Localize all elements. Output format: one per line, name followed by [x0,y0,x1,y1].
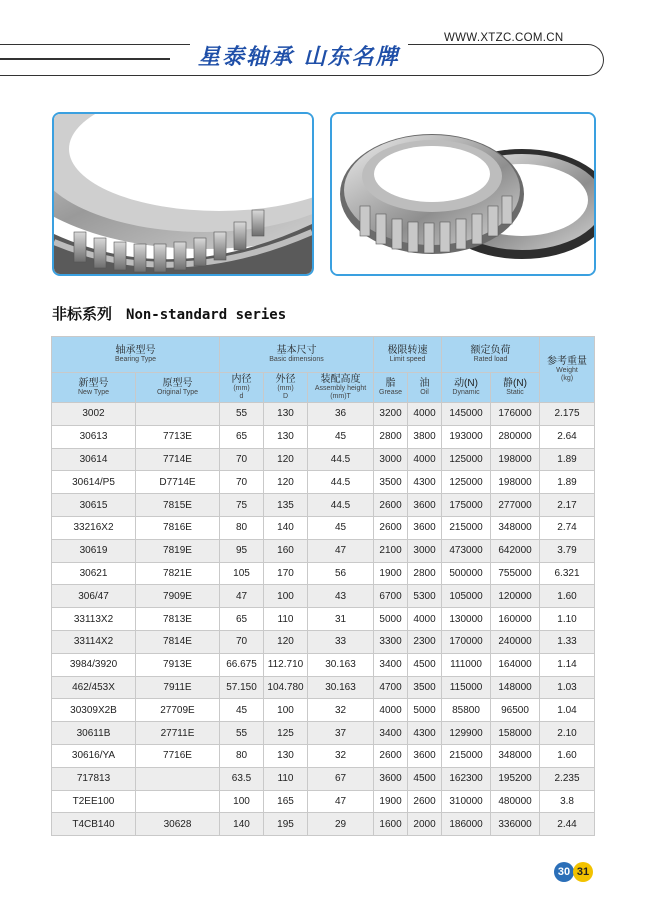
cell-dynamic-load: 310000 [442,790,491,813]
cell-static-load: 160000 [491,608,540,631]
cell-assembly-height: 67 [308,767,374,790]
cell-inner-diameter: 75 [220,494,264,517]
cell-inner-diameter: 45 [220,699,264,722]
cell-oil-speed: 3000 [408,539,442,562]
cell-new-type: 33216X2 [52,516,136,539]
cell-original-type: 7816E [136,516,220,539]
cell-grease-speed: 1600 [374,813,408,836]
cell-dynamic-load: 105000 [442,585,491,608]
cell-new-type: 30616/YA [52,744,136,767]
cell-grease-speed: 3200 [374,403,408,426]
cell-dynamic-load: 145000 [442,403,491,426]
cell-weight: 2.44 [540,813,595,836]
cell-outer-diameter: 110 [264,608,308,631]
cell-new-type: 717813 [52,767,136,790]
section-title-en: Non-standard series [126,307,287,323]
cell-dynamic-load: 170000 [442,630,491,653]
cell-assembly-height: 45 [308,425,374,448]
header-new-type: 新型号 New Type [52,373,136,403]
cell-assembly-height: 37 [308,722,374,745]
cell-static-load: 755000 [491,562,540,585]
page-number-left: 30 [554,862,574,882]
page-number-right: 31 [573,862,593,882]
cell-oil-speed: 4000 [408,448,442,471]
cell-dynamic-load: 125000 [442,471,491,494]
cell-oil-speed: 2600 [408,790,442,813]
cell-original-type: 27709E [136,699,220,722]
cell-new-type: 30611B [52,722,136,745]
section-title [52,303,286,324]
cell-dynamic-load: 115000 [442,676,491,699]
cell-inner-diameter: 63.5 [220,767,264,790]
cell-weight: 1.10 [540,608,595,631]
table-row [52,653,595,676]
cell-assembly-height: 45 [308,516,374,539]
bearing-photo-left [52,112,314,276]
bearing-photo-right [330,112,596,276]
cell-new-type: 30621 [52,562,136,585]
cell-outer-diameter: 104.780 [264,676,308,699]
cell-outer-diameter: 112.710 [264,653,308,676]
cell-oil-speed: 5000 [408,699,442,722]
bearing-spec-table [51,336,595,836]
header-inner-diameter: 内径 (mm) d [220,373,264,403]
cell-weight: 1.89 [540,471,595,494]
table-row [52,813,595,836]
cell-original-type [136,790,220,813]
cell-weight: 3.79 [540,539,595,562]
cell-weight: 2.10 [540,722,595,745]
cell-static-load: 198000 [491,471,540,494]
table-row [52,767,595,790]
cell-grease-speed: 2100 [374,539,408,562]
cell-static-load: 277000 [491,494,540,517]
cell-assembly-height: 29 [308,813,374,836]
cell-outer-diameter: 165 [264,790,308,813]
cell-dynamic-load: 215000 [442,516,491,539]
cell-outer-diameter: 110 [264,767,308,790]
cell-original-type: 7714E [136,448,220,471]
cell-assembly-height: 43 [308,585,374,608]
table-row [52,630,595,653]
cell-grease-speed: 3400 [374,722,408,745]
cell-inner-diameter: 80 [220,744,264,767]
cell-weight: 1.14 [540,653,595,676]
cell-oil-speed: 4000 [408,608,442,631]
cell-assembly-height: 47 [308,539,374,562]
cell-oil-speed: 4300 [408,722,442,745]
cell-inner-diameter: 65 [220,608,264,631]
cell-original-type: 27711E [136,722,220,745]
cell-static-load: 642000 [491,539,540,562]
cell-weight: 2.235 [540,767,595,790]
header-basic-dimensions: 基本尺寸 Basic dimensions [220,337,374,373]
cell-grease-speed: 3400 [374,653,408,676]
cell-new-type: 3984/3920 [52,653,136,676]
cell-inner-diameter: 65 [220,425,264,448]
cell-original-type: 7913E [136,653,220,676]
cell-new-type: 33114X2 [52,630,136,653]
cell-oil-speed: 5300 [408,585,442,608]
cell-assembly-height: 47 [308,790,374,813]
header-grease: 脂 Grease [374,373,408,403]
cell-weight: 1.03 [540,676,595,699]
cell-grease-speed: 1900 [374,562,408,585]
cell-oil-speed: 3600 [408,744,442,767]
cell-grease-speed: 6700 [374,585,408,608]
cell-weight: 1.89 [540,448,595,471]
cell-assembly-height: 30.163 [308,676,374,699]
table-row [52,676,595,699]
cell-original-type: 7911E [136,676,220,699]
cell-oil-speed: 3600 [408,494,442,517]
cell-oil-speed: 2800 [408,562,442,585]
cell-outer-diameter: 140 [264,516,308,539]
cell-static-load: 348000 [491,516,540,539]
cell-dynamic-load: 129900 [442,722,491,745]
cell-grease-speed: 3500 [374,471,408,494]
cell-dynamic-load: 500000 [442,562,491,585]
cell-dynamic-load: 186000 [442,813,491,836]
cell-assembly-height: 32 [308,744,374,767]
cell-oil-speed: 2300 [408,630,442,653]
table-row [52,744,595,767]
cell-inner-diameter: 105 [220,562,264,585]
cell-original-type [136,767,220,790]
cell-original-type: 7713E [136,425,220,448]
cell-new-type: 30614/P5 [52,471,136,494]
cell-outer-diameter: 120 [264,471,308,494]
cell-weight: 1.60 [540,585,595,608]
cell-inner-diameter: 55 [220,722,264,745]
cell-dynamic-load: 125000 [442,448,491,471]
header-limit-speed: 极限转速 Limit speed [374,337,442,373]
cell-assembly-height: 30.163 [308,653,374,676]
cell-new-type: 30619 [52,539,136,562]
cell-inner-diameter: 70 [220,448,264,471]
header-left-rule [0,58,170,60]
cell-inner-diameter: 140 [220,813,264,836]
cell-inner-diameter: 55 [220,403,264,426]
cell-new-type: 462/453X [52,676,136,699]
cell-inner-diameter: 57.150 [220,676,264,699]
cell-oil-speed: 3500 [408,676,442,699]
cell-static-load: 280000 [491,425,540,448]
cell-outer-diameter: 135 [264,494,308,517]
cell-static-load: 348000 [491,744,540,767]
cell-assembly-height: 56 [308,562,374,585]
table-row [52,790,595,813]
cell-assembly-height: 33 [308,630,374,653]
table-row [52,494,595,517]
header-outer-diameter: 外径 (mm) D [264,373,308,403]
cell-oil-speed: 2000 [408,813,442,836]
brand-slogan: 星泰轴承 山东名牌 [190,40,408,71]
cell-inner-diameter: 95 [220,539,264,562]
cell-new-type: 306/47 [52,585,136,608]
header-static: 静(N) Static [491,373,540,403]
tapered-roller-bearing-image [332,114,594,274]
table-row [52,699,595,722]
header-assembly-height: 装配高度 Assembly height (mm)T [308,373,374,403]
cell-outer-diameter: 125 [264,722,308,745]
cell-static-load: 148000 [491,676,540,699]
cell-oil-speed: 3800 [408,425,442,448]
cell-outer-diameter: 100 [264,699,308,722]
cell-grease-speed: 2600 [374,516,408,539]
table-body [52,403,595,836]
cell-assembly-height: 31 [308,608,374,631]
cell-static-load: 198000 [491,448,540,471]
table-row [52,722,595,745]
website-url[interactable]: WWW.XTZC.COM.CN [440,32,567,44]
cell-original-type: 7716E [136,744,220,767]
cell-grease-speed: 3000 [374,448,408,471]
cell-new-type: T4CB140 [52,813,136,836]
cell-weight: 1.33 [540,630,595,653]
cell-inner-diameter: 70 [220,471,264,494]
cell-weight: 2.74 [540,516,595,539]
header-bearing-type: 轴承型号 Bearing Type [52,337,220,373]
cell-new-type: T2EE100 [52,790,136,813]
cell-weight: 6.321 [540,562,595,585]
cell-outer-diameter: 195 [264,813,308,836]
cell-dynamic-load: 473000 [442,539,491,562]
cell-weight: 2.17 [540,494,595,517]
cell-assembly-height: 36 [308,403,374,426]
table-row [52,562,595,585]
cell-dynamic-load: 215000 [442,744,491,767]
cell-original-type: 30628 [136,813,220,836]
header-rated-load: 额定负荷 Rated load [442,337,540,373]
cell-original-type: 7815E [136,494,220,517]
cell-static-load: 195200 [491,767,540,790]
cell-assembly-height: 44.5 [308,448,374,471]
cell-static-load: 480000 [491,790,540,813]
cell-weight: 3.8 [540,790,595,813]
cell-oil-speed: 4500 [408,653,442,676]
cell-original-type: 7909E [136,585,220,608]
cell-dynamic-load: 193000 [442,425,491,448]
cell-original-type: 7813E [136,608,220,631]
cell-dynamic-load: 130000 [442,608,491,631]
cell-original-type: 7819E [136,539,220,562]
cell-static-load: 96500 [491,699,540,722]
cell-new-type: 30614 [52,448,136,471]
cell-oil-speed: 4500 [408,767,442,790]
table-row [52,403,595,426]
cell-outer-diameter: 100 [264,585,308,608]
cell-static-load: 164000 [491,653,540,676]
cell-grease-speed: 5000 [374,608,408,631]
cell-inner-diameter: 70 [220,630,264,653]
cell-oil-speed: 3600 [408,516,442,539]
cell-grease-speed: 2600 [374,494,408,517]
cell-original-type [136,403,220,426]
table-row [52,471,595,494]
cell-outer-diameter: 130 [264,744,308,767]
cell-new-type: 30613 [52,425,136,448]
cell-static-load: 240000 [491,630,540,653]
cell-grease-speed: 2800 [374,425,408,448]
cell-new-type: 30615 [52,494,136,517]
table-row [52,448,595,471]
tapered-roller-bearing-image [54,114,312,274]
table-row [52,585,595,608]
cell-new-type: 30309X2B [52,699,136,722]
header-original-type: 原型号 Original Type [136,373,220,403]
cell-oil-speed: 4300 [408,471,442,494]
cell-weight: 2.175 [540,403,595,426]
cell-assembly-height: 32 [308,699,374,722]
cell-original-type: D7714E [136,471,220,494]
table-row [52,516,595,539]
cell-assembly-height: 44.5 [308,494,374,517]
cell-outer-diameter: 130 [264,403,308,426]
cell-dynamic-load: 162300 [442,767,491,790]
cell-oil-speed: 4000 [408,403,442,426]
cell-inner-diameter: 47 [220,585,264,608]
table-row [52,539,595,562]
cell-inner-diameter: 80 [220,516,264,539]
cell-outer-diameter: 130 [264,425,308,448]
cell-original-type: 7821E [136,562,220,585]
table-row [52,608,595,631]
cell-grease-speed: 3600 [374,767,408,790]
table-row [52,425,595,448]
cell-original-type: 7814E [136,630,220,653]
cell-static-load: 158000 [491,722,540,745]
cell-grease-speed: 1900 [374,790,408,813]
cell-dynamic-load: 111000 [442,653,491,676]
cell-inner-diameter: 100 [220,790,264,813]
header-dynamic: 动(N) Dynamic [442,373,491,403]
cell-grease-speed: 3300 [374,630,408,653]
cell-new-type: 33113X2 [52,608,136,631]
cell-grease-speed: 2600 [374,744,408,767]
header-oil: 油 Oil [408,373,442,403]
cell-dynamic-load: 175000 [442,494,491,517]
cell-assembly-height: 44.5 [308,471,374,494]
cell-static-load: 120000 [491,585,540,608]
cell-weight: 1.04 [540,699,595,722]
section-title-cn: 非标系列 [52,306,113,323]
header-weight: 参考重量 Weight (kg) [540,337,595,403]
cell-outer-diameter: 120 [264,448,308,471]
cell-static-load: 176000 [491,403,540,426]
cell-weight: 2.64 [540,425,595,448]
cell-grease-speed: 4700 [374,676,408,699]
cell-inner-diameter: 66.675 [220,653,264,676]
cell-static-load: 336000 [491,813,540,836]
cell-outer-diameter: 170 [264,562,308,585]
cell-new-type: 3002 [52,403,136,426]
cell-dynamic-load: 85800 [442,699,491,722]
cell-weight: 1.60 [540,744,595,767]
cell-outer-diameter: 160 [264,539,308,562]
cell-outer-diameter: 120 [264,630,308,653]
cell-grease-speed: 4000 [374,699,408,722]
